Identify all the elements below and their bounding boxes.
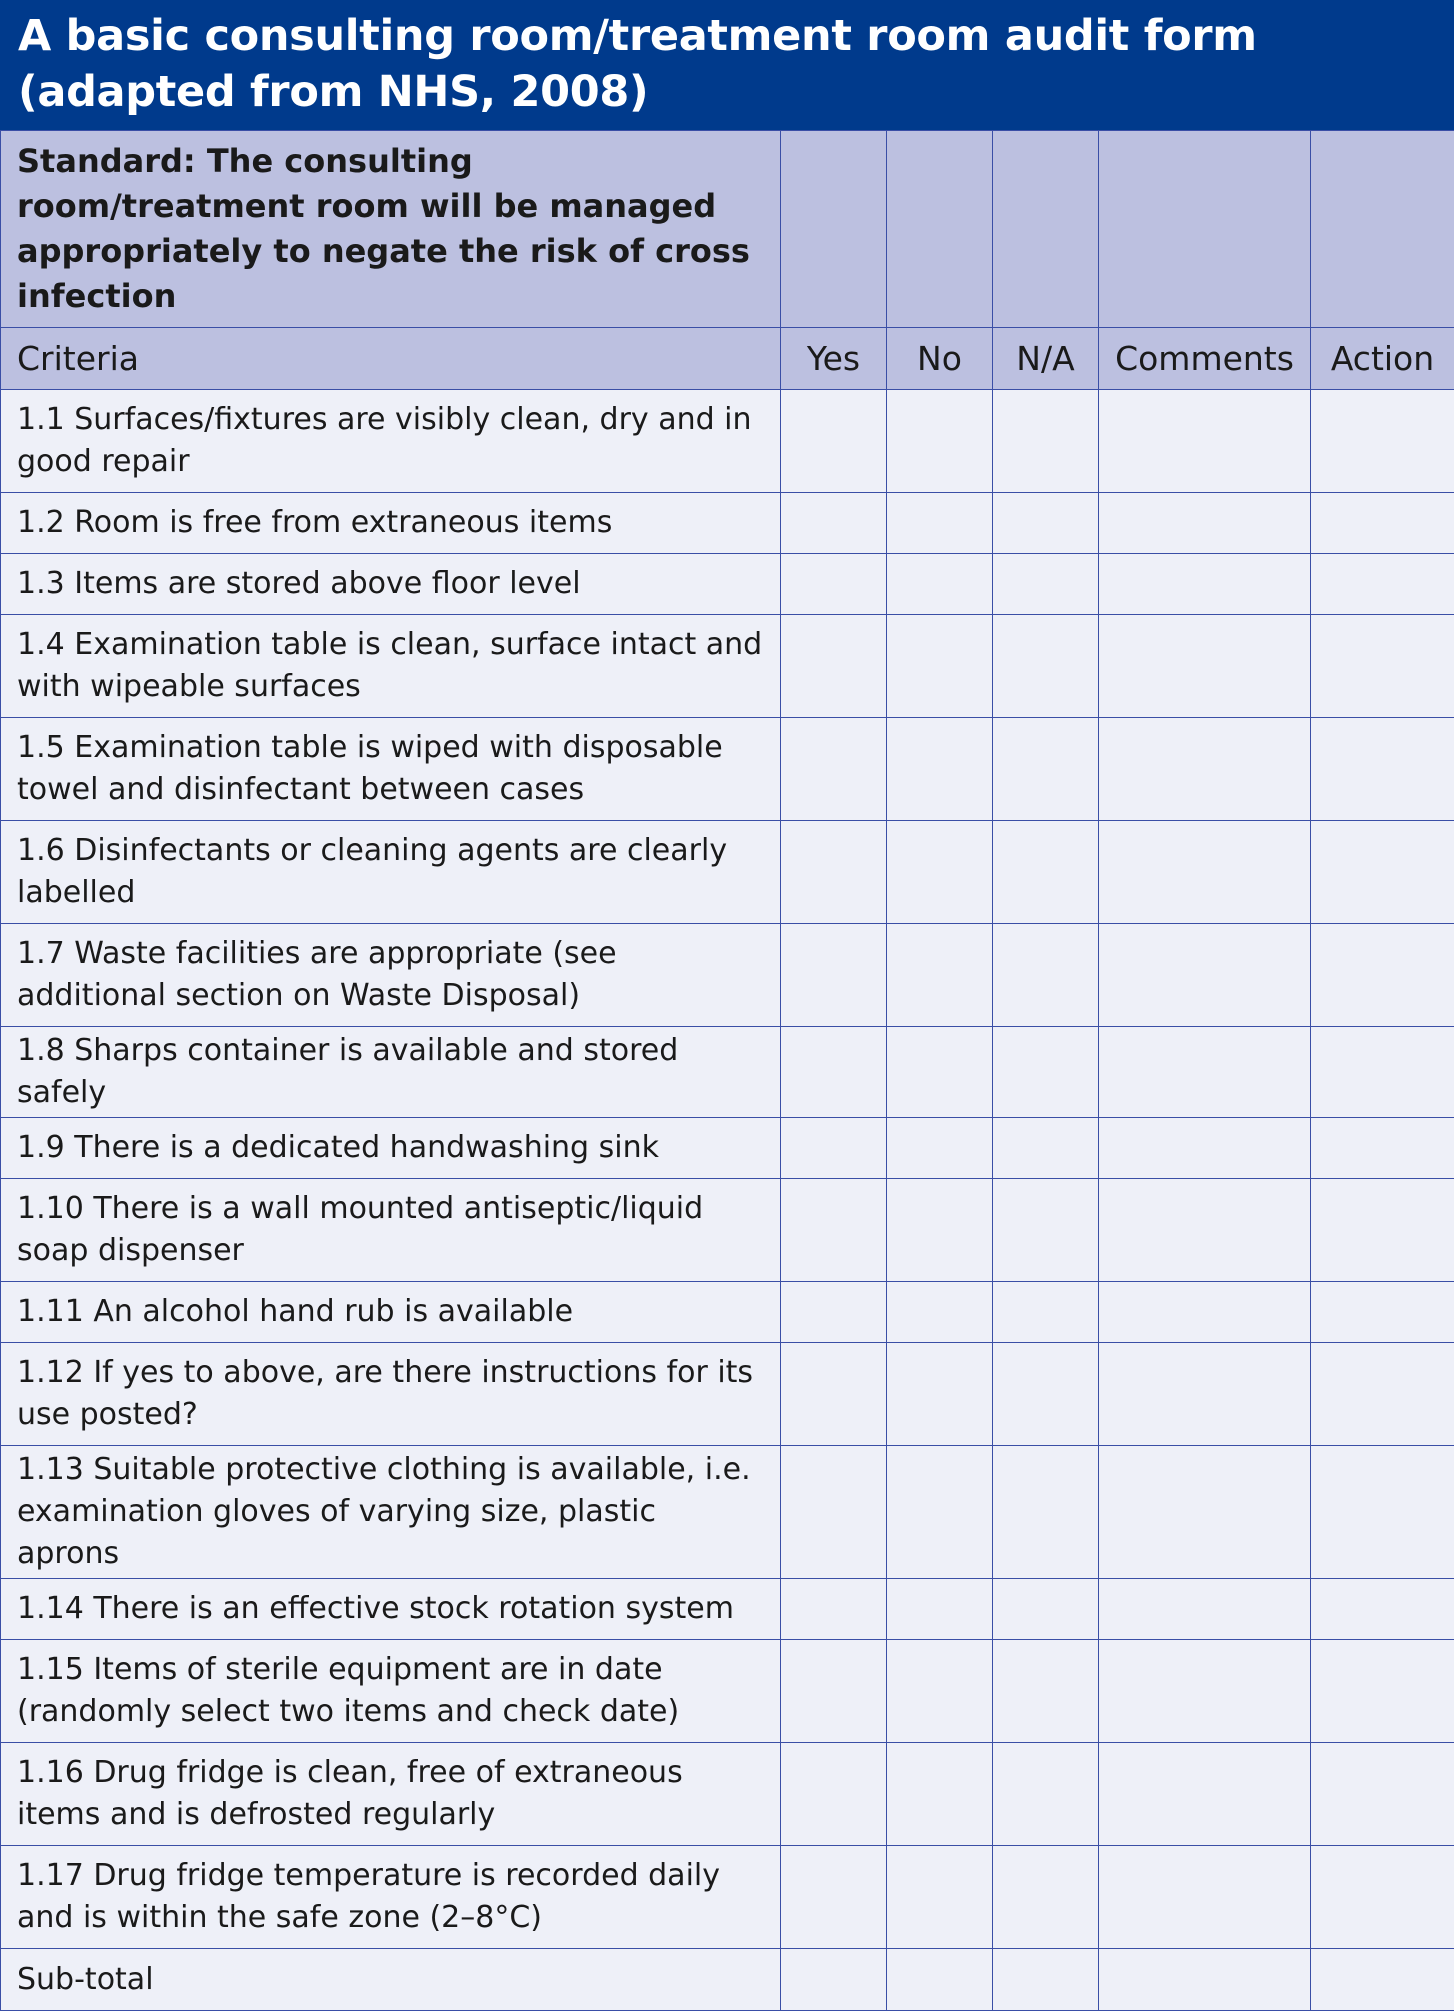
na-cell[interactable] [993,1282,1099,1343]
action-cell[interactable] [1311,1743,1454,1846]
comments-cell[interactable] [1099,1027,1311,1118]
title-bar [0,0,1454,130]
criteria-row [1,1446,1454,1579]
action-cell[interactable] [1311,554,1454,615]
standard-row [1,131,1454,328]
na-cell[interactable] [993,615,1099,718]
criteria-row [1,1027,1454,1118]
no-cell[interactable] [887,1118,993,1179]
action-cell[interactable] [1311,718,1454,821]
yes-cell[interactable] [781,1579,887,1640]
criteria-text: 1.16 Drug fridge is clean, free of extraneous items and is defrosted regularly [1,1743,781,1846]
na-cell[interactable] [993,1846,1099,1949]
yes-cell[interactable] [781,821,887,924]
no-cell[interactable] [887,493,993,554]
criteria-text: 1.17 Drug fridge temperature is recorded daily and is within the safe zone (2–8°C) [1,1846,781,1949]
criteria-row [1,615,1454,718]
criteria-row [1,1579,1454,1640]
yes-cell[interactable] [781,718,887,821]
criteria-text: 1.4 Examination table is clean, surface intact and with wipeable surfaces [1,615,781,718]
yes-cell[interactable] [781,554,887,615]
column-header-criteria: Criteria [1,328,781,390]
criteria-row [1,390,1454,493]
comments-cell[interactable] [1099,1179,1311,1282]
na-cell[interactable] [993,390,1099,493]
comments-cell[interactable] [1099,718,1311,821]
action-cell[interactable] [1311,1282,1454,1343]
criteria-row [1,554,1454,615]
subtotal-comments-cell[interactable] [1099,1949,1311,2011]
na-cell[interactable] [993,1579,1099,1640]
comments-cell[interactable] [1099,1846,1311,1949]
criteria-text: 1.7 Waste facilities are appropriate (see additional section on Waste Disposal) [1,924,781,1027]
standard-text: Standard: The consulting room/treatment room will be managed appropriately to negate the risk of cross infection [1,131,781,328]
no-cell[interactable] [887,390,993,493]
comments-cell[interactable] [1099,1118,1311,1179]
action-cell[interactable] [1311,493,1454,554]
comments-cell[interactable] [1099,1282,1311,1343]
comments-cell[interactable] [1099,1640,1311,1743]
comments-cell[interactable] [1099,1743,1311,1846]
action-cell[interactable] [1311,615,1454,718]
column-header-row [1,328,1454,390]
action-cell[interactable] [1311,1846,1454,1949]
yes-cell[interactable] [781,1343,887,1446]
no-cell[interactable] [887,1343,993,1446]
na-cell[interactable] [993,1343,1099,1446]
subtotal-label: Sub-total [1,1949,781,2011]
comments-cell[interactable] [1099,1343,1311,1446]
comments-cell[interactable] [1099,615,1311,718]
criteria-row [1,1743,1454,1846]
comments-cell[interactable] [1099,924,1311,1027]
column-header-yes: Yes [781,328,887,390]
column-header-action: Action [1311,328,1454,390]
comments-cell[interactable] [1099,821,1311,924]
subtotal-no-cell[interactable] [887,1949,993,2011]
audit-table [0,130,1454,2011]
comments-cell[interactable] [1099,554,1311,615]
criteria-text: 1.8 Sharps container is available and stored safely [1,1027,781,1118]
criteria-row [1,821,1454,924]
yes-cell[interactable] [781,1282,887,1343]
action-cell[interactable] [1311,1446,1454,1579]
criteria-text: 1.11 An alcohol hand rub is available [1,1282,781,1343]
criteria-text: 1.9 There is a dedicated handwashing sink [1,1118,781,1179]
criteria-text: 1.15 Items of sterile equipment are in date (randomly select two items and check date) [1,1640,781,1743]
action-cell[interactable] [1311,1343,1454,1446]
yes-cell[interactable] [781,924,887,1027]
no-cell[interactable] [887,718,993,821]
comments-cell[interactable] [1099,1579,1311,1640]
criteria-text: 1.14 There is an effective stock rotation system [1,1579,781,1640]
no-cell[interactable] [887,821,993,924]
form-title: A basic consulting room/treatment room audit form (adapted from NHS, 2008) [18,8,1436,120]
action-cell[interactable] [1311,390,1454,493]
standard-blank-cell [781,131,887,328]
column-header-comments: Comments [1099,328,1311,390]
standard-blank-cell [1311,131,1454,328]
yes-cell[interactable] [781,1846,887,1949]
criteria-text: 1.12 If yes to above, are there instructions for its use posted? [1,1343,781,1446]
standard-blank-cell [1099,131,1311,328]
subtotal-yes-cell[interactable] [781,1949,887,2011]
subtotal-na-cell[interactable] [993,1949,1099,2011]
na-cell[interactable] [993,1743,1099,1846]
yes-cell[interactable] [781,1640,887,1743]
action-cell[interactable] [1311,1118,1454,1179]
no-cell[interactable] [887,615,993,718]
criteria-row [1,493,1454,554]
na-cell[interactable] [993,1640,1099,1743]
criteria-text: 1.5 Examination table is wiped with disposable towel and disinfectant between cases [1,718,781,821]
action-cell[interactable] [1311,924,1454,1027]
criteria-row [1,1118,1454,1179]
column-header-no: No [887,328,993,390]
criteria-text: 1.2 Room is free from extraneous items [1,493,781,554]
action-cell[interactable] [1311,1027,1454,1118]
na-cell[interactable] [993,924,1099,1027]
yes-cell[interactable] [781,493,887,554]
criteria-text: 1.1 Surfaces/fixtures are visibly clean, dry and in good repair [1,390,781,493]
na-cell[interactable] [993,1446,1099,1579]
criteria-row [1,1282,1454,1343]
standard-blank-cell [887,131,993,328]
criteria-row [1,1179,1454,1282]
criteria-row [1,1640,1454,1743]
no-cell[interactable] [887,1579,993,1640]
no-cell[interactable] [887,1282,993,1343]
na-cell[interactable] [993,554,1099,615]
column-header-na: N/A [993,328,1099,390]
criteria-text: 1.10 There is a wall mounted antiseptic/liquid soap dispenser [1,1179,781,1282]
criteria-text: 1.13 Suitable protective clothing is available, i.e. examination gloves of varying size, plastic aprons [1,1446,781,1579]
standard-blank-cell [993,131,1099,328]
no-cell[interactable] [887,924,993,1027]
subtotal-row [1,1949,1454,2011]
yes-cell[interactable] [781,390,887,493]
yes-cell[interactable] [781,1179,887,1282]
action-cell[interactable] [1311,821,1454,924]
no-cell[interactable] [887,1743,993,1846]
no-cell[interactable] [887,1640,993,1743]
criteria-row [1,1343,1454,1446]
yes-cell[interactable] [781,1118,887,1179]
criteria-row [1,718,1454,821]
action-cell[interactable] [1311,1579,1454,1640]
na-cell[interactable] [993,1179,1099,1282]
criteria-row [1,1846,1454,1949]
yes-cell[interactable] [781,615,887,718]
no-cell[interactable] [887,1179,993,1282]
no-cell[interactable] [887,1446,993,1579]
yes-cell[interactable] [781,1743,887,1846]
na-cell[interactable] [993,718,1099,821]
criteria-text: 1.3 Items are stored above floor level [1,554,781,615]
criteria-row [1,924,1454,1027]
comments-cell[interactable] [1099,493,1311,554]
action-cell[interactable] [1311,1179,1454,1282]
no-cell[interactable] [887,1027,993,1118]
na-cell[interactable] [993,493,1099,554]
na-cell[interactable] [993,1027,1099,1118]
yes-cell[interactable] [781,1446,887,1579]
comments-cell[interactable] [1099,390,1311,493]
na-cell[interactable] [993,1118,1099,1179]
no-cell[interactable] [887,554,993,615]
na-cell[interactable] [993,821,1099,924]
yes-cell[interactable] [781,1027,887,1118]
criteria-text: 1.6 Disinfectants or cleaning agents are clearly labelled [1,821,781,924]
action-cell[interactable] [1311,1640,1454,1743]
subtotal-action-cell[interactable] [1311,1949,1454,2011]
no-cell[interactable] [887,1846,993,1949]
comments-cell[interactable] [1099,1446,1311,1579]
